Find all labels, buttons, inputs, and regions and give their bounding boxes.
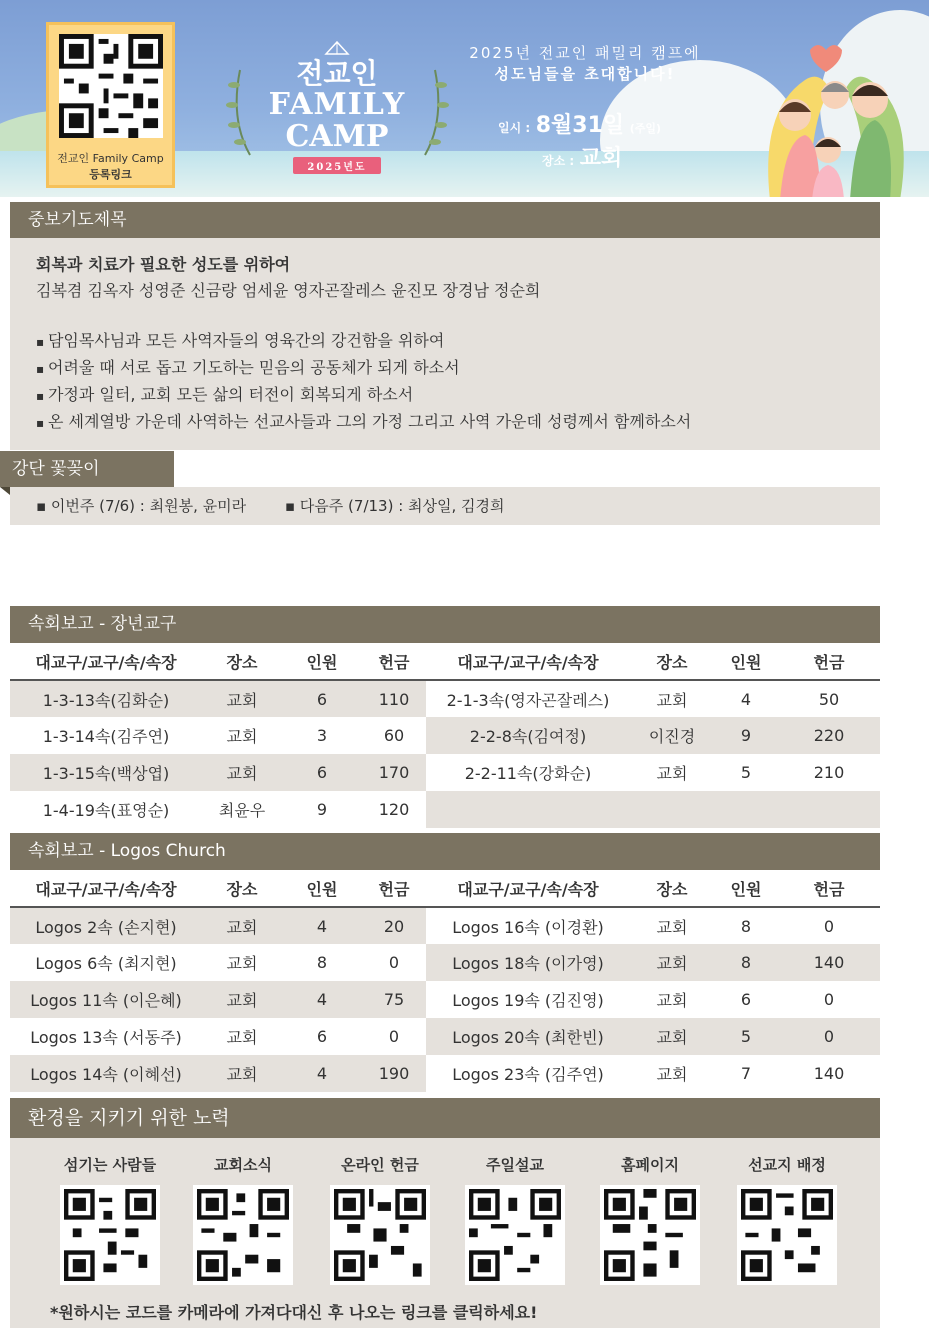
table-cell: 0 (823, 990, 835, 1009)
qr-sunday-sermon[interactable] (455, 1154, 575, 1285)
logo-title-camp: CAMP (285, 119, 389, 154)
table-cell: 5 (714, 1018, 778, 1055)
table-cell: Logos 2속 (손지현) (10, 907, 202, 944)
flowers-next-week: ▪ 다음주 (7/13) : 최상일, 김경희 (284, 497, 505, 515)
table-row (10, 791, 880, 828)
table-cell: 0 (823, 916, 835, 936)
table-cell: 이진경 (630, 717, 714, 754)
table-cell: 교회 (202, 907, 282, 944)
table-cell: 190 (362, 1055, 426, 1092)
qr-code-icon[interactable] (737, 1185, 837, 1285)
table-cell: 6 (316, 1027, 328, 1046)
table-cell: 75 (362, 981, 426, 1018)
eco-section-body (10, 1138, 880, 1328)
table-row (10, 981, 880, 1018)
camp-banner (0, 0, 929, 197)
table-cell: 교회 (656, 1065, 688, 1084)
table-cell (426, 791, 630, 828)
qr-code-icon[interactable] (60, 1185, 160, 1285)
invitation-text (440, 42, 730, 84)
col-header: 인원 (282, 870, 362, 907)
table-cell: 6 (282, 680, 362, 717)
prayer-title: 회복과 치료가 필요한 성도를 위하여 (36, 255, 291, 274)
report-logos-header: 속회보고 - Logos Church (10, 833, 880, 870)
prayer-item: ▪ 어려울 때 서로 돕고 기도하는 믿음의 공동체가 되게 하소서 (36, 355, 854, 382)
table-cell: 4 (282, 907, 362, 944)
qr-label: 교회소식 (214, 1156, 272, 1174)
qr-label: 선교지 배정 (748, 1156, 826, 1174)
table-cell: 9 (714, 717, 778, 754)
laurel-left-icon (220, 60, 260, 160)
date-label: 일시 : (498, 121, 531, 135)
table-cell: Logos 18속 (이가영) (426, 944, 630, 981)
table-cell: 교회 (226, 954, 258, 973)
table-cell: 50 (818, 689, 840, 709)
table-cell: 교회 (202, 680, 282, 717)
table-cell: 교회 (656, 991, 688, 1010)
table-row (10, 907, 880, 944)
table-cell: 1-3-15속(백상엽) (10, 754, 202, 791)
col-header: 대교구/교구/속/속장 (426, 643, 630, 680)
table-cell: 2-2-8속(김여정) (426, 717, 630, 754)
col-header: 장소 (202, 870, 282, 907)
table-cell (630, 791, 714, 828)
table-cell: 60 (383, 726, 405, 745)
table-row (10, 1055, 880, 1092)
col-header: 헌금 (362, 870, 426, 907)
table-cell: 4 (740, 689, 752, 709)
qr-label: 섬기는 사람들 (63, 1156, 157, 1174)
col-header: 장소 (202, 643, 282, 680)
table-cell: 0 (778, 1018, 880, 1055)
qr-code-icon[interactable] (193, 1185, 293, 1285)
prayer-item: ▪ 가정과 일터, 교회 모든 삶의 터전이 회복되게 하소서 (36, 382, 854, 409)
table-cell: Logos 6속 (최지현) (35, 954, 177, 973)
table-cell: Logos 16속 (이경환) (452, 917, 604, 937)
table-cell: 교회 (630, 1018, 714, 1055)
report-adult-header: 속회보고 - 장년교구 (10, 606, 880, 643)
table-cell: 4 (282, 1055, 362, 1092)
table-cell: 교회 (656, 690, 688, 710)
table-cell: 0 (388, 1027, 400, 1046)
qr-code-icon[interactable] (330, 1185, 430, 1285)
table-cell: 9 (316, 800, 328, 819)
col-header: 인원 (282, 643, 362, 680)
qr-code-icon[interactable] (465, 1185, 565, 1285)
qr-code-icon[interactable] (59, 34, 163, 138)
flowers-section-header: 강단 꽃꽂이 (0, 451, 174, 487)
date-day: (주일) (629, 122, 662, 135)
table-cell: 1-3-13속(김화순) (10, 680, 202, 717)
flowers-this-week: ▪ 이번주 (7/6) : 최원봉, 윤미라 (36, 497, 247, 515)
report-logos-table (10, 870, 880, 1092)
report-adult-table (10, 643, 880, 828)
flowers-section-body (10, 487, 880, 525)
place-label: 장소 : (542, 154, 575, 168)
table-header-row (10, 870, 880, 907)
table-cell: 8 (740, 916, 752, 936)
table-cell: Logos 20속 (최한빈) (426, 1018, 630, 1055)
table-cell: 8 (714, 944, 778, 981)
col-header: 헌금 (778, 643, 880, 680)
col-header: 헌금 (362, 643, 426, 680)
tent-icon (324, 41, 350, 55)
table-cell (778, 791, 880, 828)
camp-logo (262, 40, 412, 174)
table-cell: Logos 13속 (서동주) (30, 1028, 182, 1047)
date-value: 8월31일 (535, 113, 625, 138)
table-row (10, 944, 880, 981)
logo-title-korean: 전교인 (296, 57, 378, 90)
qr-label: 홈페이지 (621, 1156, 679, 1174)
col-header: 대교구/교구/속/속장 (10, 870, 202, 907)
logo-year-ribbon: 2025년도 (293, 157, 380, 174)
col-header: 장소 (630, 643, 714, 680)
col-header: 대교구/교구/속/속장 (10, 643, 202, 680)
table-cell: 4 (282, 981, 362, 1018)
qr-caption-title: 전교인 Family Camp (57, 152, 164, 165)
qr-caption-link[interactable]: 등록링크 (89, 168, 132, 181)
family-illustration-icon (750, 20, 920, 197)
qr-code-icon[interactable] (600, 1185, 700, 1285)
place-value: 교회 (579, 146, 623, 171)
prayer-names: 김복겸 김옥자 성영준 신금랑 엄세윤 영자곤잘레스 윤진모 장경남 정순희 (36, 281, 541, 300)
table-cell: 교회 (226, 727, 258, 746)
prayer-section-header: 중보기도제목 (10, 202, 880, 238)
invite-line-2: 성도님들을 초대합니다! (494, 65, 676, 83)
col-header: 인원 (714, 870, 778, 907)
table-cell: 교회 (202, 754, 282, 791)
table-cell: 120 (378, 800, 410, 819)
prayer-section-body (10, 238, 880, 450)
table-cell: 1-3-14속(김주연) (42, 727, 170, 746)
table-cell: 0 (388, 953, 400, 972)
table-cell: Logos 19속 (김진영) (452, 991, 604, 1010)
col-header: 장소 (630, 870, 714, 907)
table-cell: 110 (362, 680, 426, 717)
table-cell: 2-1-3속(영자곤잘레스) (446, 690, 610, 710)
col-header: 인원 (714, 643, 778, 680)
table-cell: 5 (740, 763, 752, 782)
col-header: 헌금 (778, 870, 880, 907)
table-cell: 7 (740, 1064, 752, 1083)
table-cell: 교회 (656, 764, 688, 783)
table-cell: 140 (778, 944, 880, 981)
table-row (10, 1018, 880, 1055)
table-cell: 교회 (226, 1028, 258, 1047)
table-cell: 1-4-19속(표영순) (42, 801, 170, 820)
qr-label: 온라인 헌금 (341, 1156, 419, 1174)
qr-online-offering[interactable] (320, 1154, 440, 1285)
table-cell: 2-2-11속(강화순) (464, 764, 592, 783)
table-header-row (10, 643, 880, 680)
table-cell: 210 (813, 763, 845, 782)
table-cell: 8 (316, 953, 328, 972)
eco-section-header: 환경을 지키기 위한 노력 (10, 1098, 880, 1138)
table-row (10, 680, 880, 717)
table-row (10, 754, 880, 791)
qr-church-news[interactable] (183, 1154, 303, 1285)
table-cell: 6 (740, 990, 752, 1009)
table-cell: 교회 (656, 917, 688, 937)
prayer-item: ▪ 담임목사님과 모든 사역자들의 영육간의 강건함을 위하여 (36, 328, 854, 355)
table-cell: Logos 11속 (이은혜) (10, 981, 202, 1018)
qr-servers[interactable] (50, 1154, 170, 1285)
table-cell: 최윤우 (218, 801, 266, 820)
registration-qr-card[interactable] (46, 22, 175, 188)
tab-fold-icon (0, 487, 10, 495)
table-cell: 3 (316, 726, 328, 745)
qr-mission-assignment[interactable] (727, 1154, 847, 1285)
qr-label: 주일설교 (486, 1156, 544, 1174)
table-cell: 140 (813, 1064, 845, 1083)
table-cell (714, 791, 778, 828)
col-header: 대교구/교구/속/속장 (426, 870, 630, 907)
table-cell: 교회 (202, 981, 282, 1018)
table-row (10, 717, 880, 754)
table-cell: 6 (282, 754, 362, 791)
prayer-item: ▪ 온 세계열방 가운데 사역하는 선교사들과 그의 가정 그리고 사역 가운데 성령께서 함께하소서 (36, 409, 854, 436)
event-details (498, 108, 661, 172)
logo-title-family: FAMILY (268, 87, 406, 122)
table-cell: Logos 14속 (이혜선) (10, 1055, 202, 1092)
table-cell: 170 (362, 754, 426, 791)
table-cell: 교회 (202, 1055, 282, 1092)
qr-homepage[interactable] (590, 1154, 710, 1285)
prayer-list (36, 328, 854, 436)
table-cell: 220 (778, 717, 880, 754)
table-cell: 교회 (630, 944, 714, 981)
invite-line-1: 2025년 전교인 패밀리 캠프에 (469, 44, 701, 62)
table-cell: 20 (362, 907, 426, 944)
table-cell: Logos 23속 (김주연) (452, 1065, 604, 1084)
qr-instruction-note: *원하시는 코드를 카메라에 가져다대신 후 나오는 링크를 클릭하세요! (50, 1303, 538, 1322)
